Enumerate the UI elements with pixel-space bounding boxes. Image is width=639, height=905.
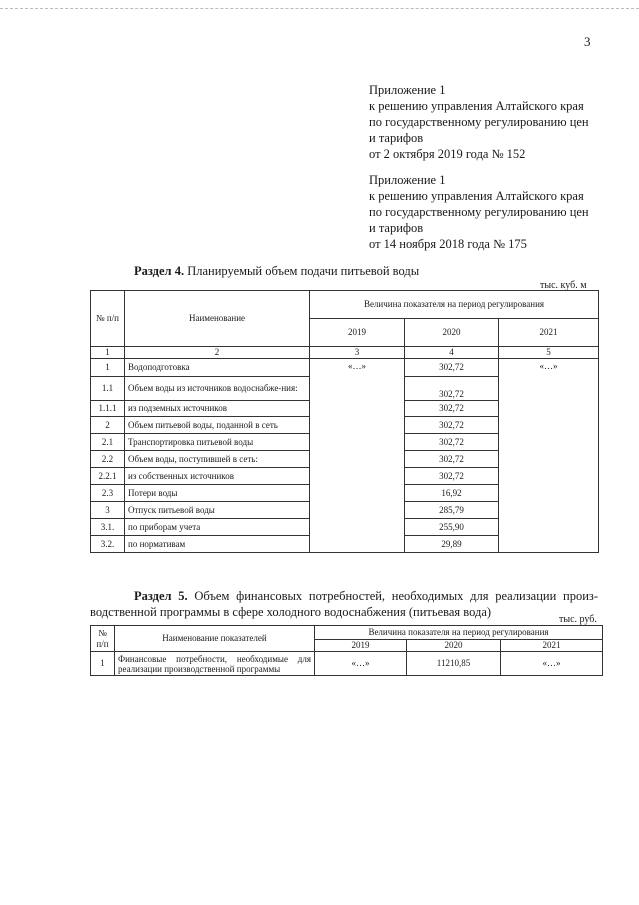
appendix-line: от 2 октября 2019 года № 152 [369,147,526,161]
row-name: по приборам учета [125,519,310,536]
row-name: Объем воды, поступившей в сеть: [125,451,310,468]
table-row [91,359,599,377]
value-2021: «…» [501,652,603,676]
appendix-line: Приложение 1 [369,173,446,187]
appendix-line: и тарифов [369,221,424,235]
financial-needs-table [90,625,603,676]
row-num: 3.2. [91,536,125,553]
row-name: Потери воды [125,485,310,502]
row-name: из подземных источников [125,401,310,417]
header-num: № п/п [91,291,125,347]
row-num: 1 [91,652,115,676]
col-number: 4 [405,347,499,359]
row-num: 3.1. [91,519,125,536]
row-name: Отпуск питьевой воды [125,502,310,519]
value-2020: 302,72 [405,359,499,377]
col-number: 5 [499,347,599,359]
header-year-2020: 2020 [407,640,501,652]
value-2019: «…» [315,652,407,676]
row-name: Объем воды из источников водоснабже-ния: [125,377,310,401]
header-period: Величина показателя на период регулирования [310,291,599,319]
appendix-line: по государственному регулированию цен [369,205,589,219]
table-row [91,652,603,676]
value-2020: 16,92 [405,485,499,502]
value-2020: 302,72 [405,468,499,485]
section5-unit: тыс. руб. [559,614,597,625]
value-2020: 302,72 [405,377,499,401]
appendix-note-current [369,82,589,162]
appendix-note-original [369,172,589,252]
appendix-line: и тарифов [369,131,424,145]
section4-unit: тыс. куб. м [540,280,587,291]
row-num: 2.2 [91,451,125,468]
row-num: 3 [91,502,125,519]
page-number: 3 [584,34,591,49]
appendix-line: к решению управления Алтайского края [369,189,584,203]
appendix-line: к решению управления Алтайского края [369,99,584,113]
section5-title: Объем финансовых потребностей, необходимых для реализации произ-водственной программы в сфере холодного водоснабжения (питьевая вода) [90,589,598,619]
header-year-2019: 2019 [310,319,405,347]
value-2020: 11210,85 [407,652,501,676]
col-number: 3 [310,347,405,359]
row-num: 2 [91,417,125,434]
row-num: 1.1.1 [91,401,125,417]
header-year-2021: 2021 [501,640,603,652]
value-2020: 302,72 [405,434,499,451]
value-2020: 285,79 [405,502,499,519]
section5-label: Раздел 5. [134,589,188,603]
col-number: 2 [125,347,310,359]
appendix-line: от 14 ноября 2018 года № 175 [369,237,527,251]
row-name: Водоподготовка [125,359,310,377]
section4-heading [134,264,419,279]
scan-top-edge [0,8,639,9]
row-num: 1.1 [91,377,125,401]
header-name: Наименование [125,291,310,347]
value-2021: «…» [499,359,599,553]
row-num: 2.3 [91,485,125,502]
header-period: Величина показателя на период регулирования [315,626,603,640]
header-year-2020: 2020 [405,319,499,347]
col-number: 1 [91,347,125,359]
header-year-2021: 2021 [499,319,599,347]
row-num: 1 [91,359,125,377]
row-name: Финансовые потребности, необходимые для реализации производственной программы [115,652,315,676]
appendix-line: Приложение 1 [369,83,446,97]
header-year-2019: 2019 [315,640,407,652]
value-2020: 302,72 [405,417,499,434]
section5-heading [90,588,598,620]
water-volume-table [90,290,599,553]
row-num: 2.2.1 [91,468,125,485]
value-2020: 29,89 [405,536,499,553]
header-name: Наименование показателей [115,626,315,652]
row-name: Объем питьевой воды, поданной в сеть [125,417,310,434]
value-2020: 302,72 [405,401,499,417]
appendix-line: по государственному регулированию цен [369,115,589,129]
value-2020: 302,72 [405,451,499,468]
header-num: № п/п [91,626,115,652]
value-2019: «…» [310,359,405,553]
row-name: по нормативам [125,536,310,553]
row-name: из собственных источников [125,468,310,485]
section4-title: Планируемый объем подачи питьевой воды [187,264,420,278]
section4-label: Раздел 4. [134,264,185,278]
row-num: 2.1 [91,434,125,451]
row-name: Транспортировка питьевой воды [125,434,310,451]
value-2020: 255,90 [405,519,499,536]
